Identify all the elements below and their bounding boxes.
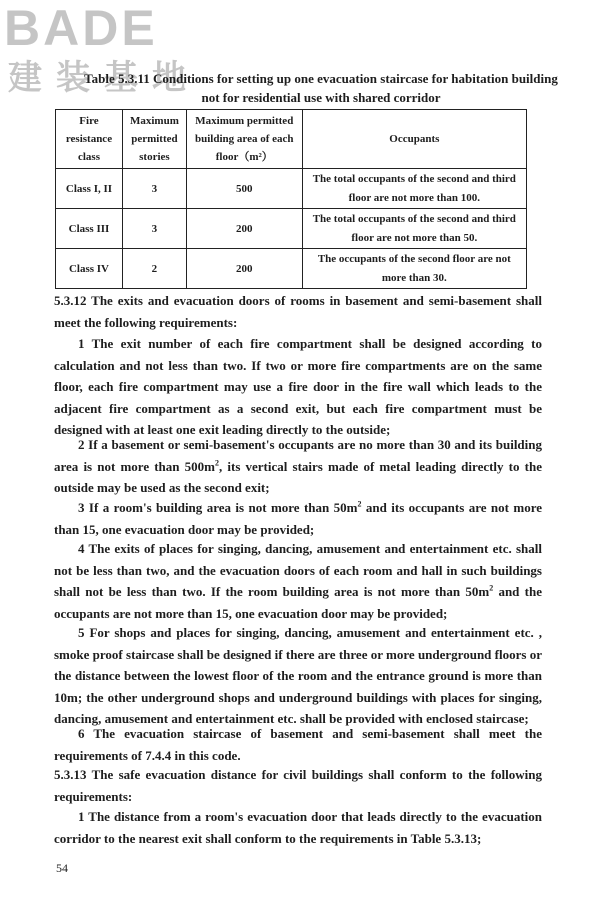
cell-stories: 2 xyxy=(122,249,186,289)
cell-class: Class I, II xyxy=(56,169,123,209)
clause-item-5: 5 For shops and places for singing, dancing, amusement and entertainment etc. , smoke proof staircase shall be designed if there are three or more underground floors or the distance between the lowest floor of the room and the entrance ground is more than 10m; the other underground shops and underground buildings with places for singing, dancing, amusement and entertainment etc. shall be provided with enclosed staircase; xyxy=(54,625,542,727)
cell-stories: 3 xyxy=(122,209,186,249)
table-header-row xyxy=(56,110,527,169)
table-row xyxy=(56,209,527,249)
watermark-cjk-text: 建装基地 xyxy=(8,58,200,98)
table-row xyxy=(56,249,527,289)
clause-item-3: 3 If a room's building area is not more than $50m^2$ and its occupants are not more than 15, one evacuation door may be provided; xyxy=(54,499,542,537)
header-max-area: Maximum permitted building area of each floor（m²） xyxy=(186,110,302,169)
clause-5-3-12: 5.3.12 The exits and evacuation doors of rooms in basement and semi-basement shall meet the following requirements: xyxy=(54,293,542,330)
header-occupants: Occupants xyxy=(302,110,526,169)
header-max-stories: Maximum permitted stories xyxy=(122,110,186,169)
cell-area: 200 xyxy=(186,249,302,289)
cell-occupants: The occupants of the second floor are not more than 30. xyxy=(302,249,526,289)
table-row xyxy=(56,169,527,209)
header-fire-resistance-class: Fire resistance class xyxy=(56,110,123,169)
cell-area: 500 xyxy=(186,169,302,209)
page-number: 54 xyxy=(56,861,68,875)
cell-stories: 3 xyxy=(122,169,186,209)
clause-item-4: 4 The exits of places for singing, dancing, amusement and entertainment etc. shall not be less than two, and the evacuation doors of each room and hall in such buildings shall not be less than two. If the room building area is not more than $50m^2$ and the occupants are not more than 15, one evacuation door may be provided; xyxy=(54,541,542,621)
clause-5-3-13: 5.3.13 The safe evacuation distance for civil buildings shall conform to the following requirements: xyxy=(54,767,542,804)
table-caption-line-1: Table 5.3.11 Conditions for setting up one evacuation staircase for habitation building xyxy=(84,71,558,86)
table-caption-line-2: not for residential use with shared corridor xyxy=(201,90,441,105)
clause-5-3-13-item-1: 1 The distance from a room's evacuation door that leads directly to the evacuation corridor to the nearest exit shall conform to the requirements in Table 5.3.13; xyxy=(54,809,542,846)
cell-occupants: The total occupants of the second and third floor are not more than 50. xyxy=(302,209,526,249)
cell-occupants: The total occupants of the second and third floor are not more than 100. xyxy=(302,169,526,209)
cell-class: Class IV xyxy=(56,249,123,289)
evacuation-staircase-table xyxy=(55,109,527,289)
cell-class: Class III xyxy=(56,209,123,249)
cell-area: 200 xyxy=(186,209,302,249)
clause-item-2: 2 If a basement or semi-basement's occupants are no more than 30 and its building area is not more than $500m^2$, its vertical stairs made of metal leading directly to the outside may be used as the second exit; xyxy=(54,437,542,496)
watermark-logo: BADE xyxy=(4,0,158,56)
clause-item-1: 1 The exit number of each fire compartment shall be designed according to calculation and not less than two. If two or more fire compartments are on the same floor, each fire compartment may use a fire door in the fire wall which leads to the adjacent fire compartment as a second exit, but each fire compartment must be designed with at least one exit leading directly to the outside; xyxy=(54,336,542,438)
clause-item-6: 6 The evacuation staircase of basement and semi-basement shall meet the requirements of 7.4.4 in this code. xyxy=(54,726,542,763)
